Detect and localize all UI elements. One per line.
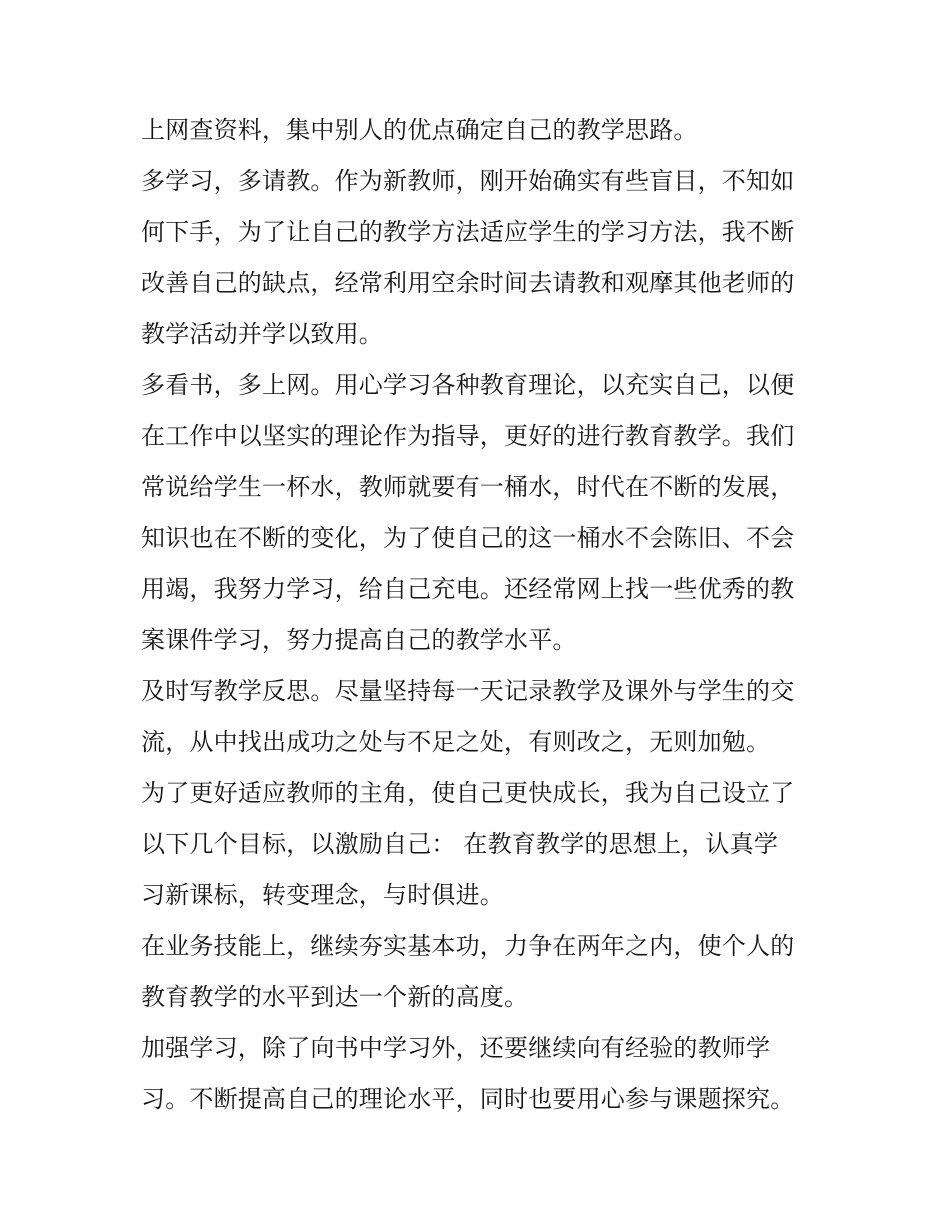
text-line: 习新课标，转变理念，与时俱进。	[141, 881, 504, 909]
text-line: 在工作中以坚实的理论作为指导，更好的进行教育教学。我们	[141, 422, 795, 450]
text-line: 案课件学习，努力提高自己的教学水平。	[141, 626, 577, 654]
text-line: 多看书，多上网。用心学习各种教育理论，以充实自己，以便	[141, 371, 795, 399]
text-line: 上网查资料，集中别人的优点确定自己的教学思路。	[141, 116, 698, 144]
text-line: 知识也在不断的变化，为了使自己的这一桶水不会陈旧、不会	[141, 524, 795, 552]
text-line: 改善自己的缺点，经常利用空余时间去请教和观摩其他老师的	[141, 269, 795, 297]
text-line: 教育教学的水平到达一个新的高度。	[141, 983, 529, 1011]
text-line: 教学活动并学以致用。	[141, 320, 383, 348]
text-line: 何下手，为了让自己的教学方法适应学生的学习方法，我不断	[141, 218, 795, 246]
text-line: 以下几个目标，以激励自己： 在教育教学的思想上，认真学	[141, 830, 779, 858]
text-line: 习。不断提高自己的理论水平，同时也要用心参与课题探究。	[141, 1085, 795, 1113]
text-line: 流，从中找出成功之处与不足之处，有则改之，无则加勉。	[141, 728, 771, 756]
document-body	[141, 105, 821, 1125]
text-line: 加强学习，除了向书中学习外，还要继续向有经验的教师学	[141, 1034, 771, 1062]
text-line: 为了更好适应教师的主角，使自己更快成长，我为自己设立了	[141, 779, 795, 807]
text-line: 在业务技能上，继续夯实基本功，力争在两年之内，使个人的	[141, 932, 795, 960]
text-line: 用竭，我努力学习，给自己充电。还经常网上找一些优秀的教	[141, 575, 795, 603]
text-line: 及时写教学反思。尽量坚持每一天记录教学及课外与学生的交	[141, 677, 795, 705]
text-line: 常说给学生一杯水，教师就要有一桶水，时代在不断的发展，	[141, 473, 795, 501]
text-line: 多学习，多请教。作为新教师，刚开始确实有些盲目，不知如	[141, 167, 795, 195]
